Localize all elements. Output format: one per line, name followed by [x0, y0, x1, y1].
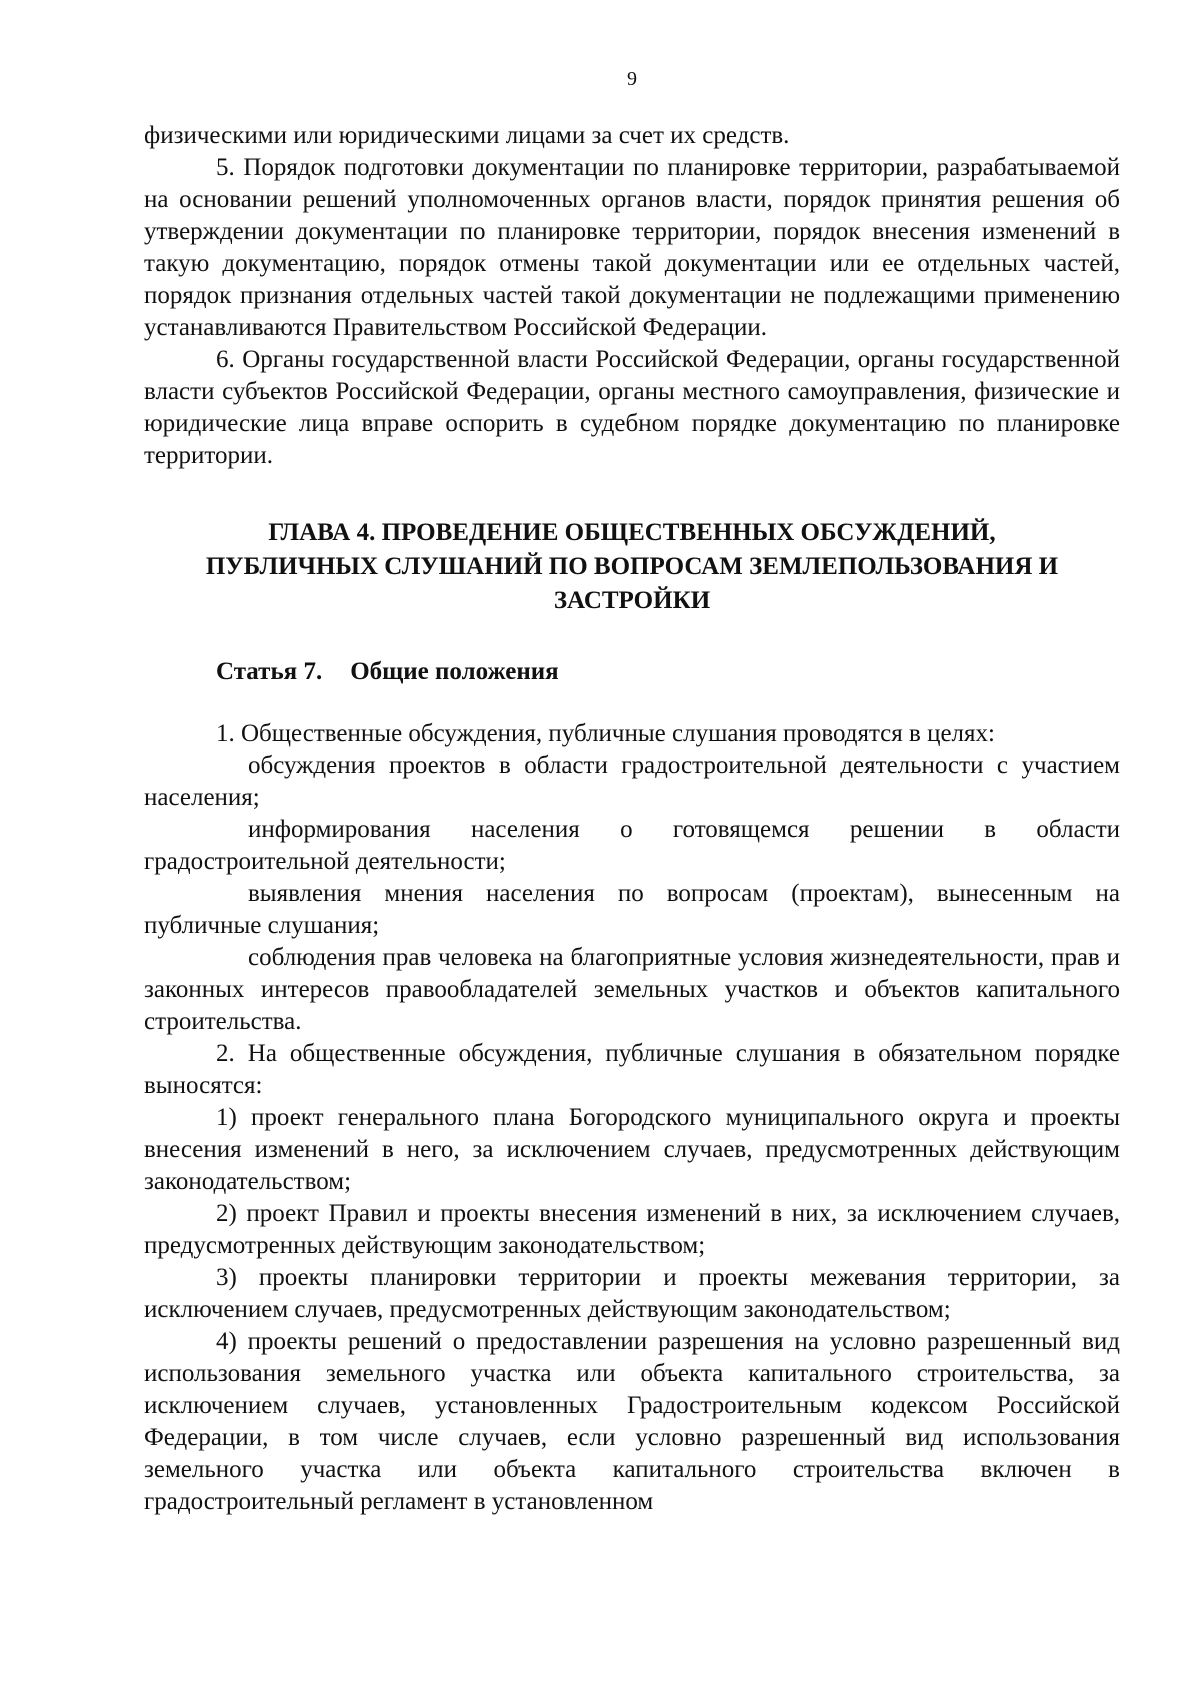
page-number: 9 [627, 68, 637, 90]
article-heading [216, 656, 1120, 688]
paragraph-item-5: 5. Порядок подготовки документации по планировке территории, разрабатываемой на основании решений уполномоченных органов власти, порядок принятия решения об утверждении документации по планировке территории, порядок внесения изменений в такую документацию, порядок отмены такой документации или ее отдельных частей, порядок признания отдельных частей такой документации не подлежащими применению устанавливаются Правительством Российской Федерации. [144, 154, 1120, 341]
paragraph-purpose-rights: соблюдения прав человека на благоприятные условия жизнедеятельности, прав и законных интересов правообладателей земельных участков и объектов капитального строительства. [144, 944, 1120, 1035]
paragraph-subitem-2: 2) проект Правил и проекты внесения изменений в них, за исключением случаев, предусмотренных действующим законодательством; [144, 1200, 1120, 1259]
article-number: Статья 7. [216, 658, 323, 685]
paragraph-subitem-3: 3) проекты планировки территории и проекты межевания территории, за исключением случаев, предусмотренных действующим законодательством; [144, 1264, 1120, 1323]
chapter-heading-line-2: ПУБЛИЧНЫХ СЛУШАНИЙ ПО ВОПРОСАМ ЗЕМЛЕПОЛЬЗОВАНИЯ И [205, 553, 1059, 580]
chapter-heading-line-3: ЗАСТРОЙКИ [553, 587, 711, 614]
paragraph-continuation: физическими или юридическими лицами за счет их средств. [144, 122, 790, 149]
paragraph-purpose-discussion: обсуждения проектов в области градостроительной деятельности с участием населения; [144, 752, 1120, 811]
paragraph-article-item-1: 1. Общественные обсуждения, публичные слушания проводятся в целях: [216, 720, 995, 747]
paragraph-subitem-4: 4) проекты решений о предоставлении разрешения на условно разрешенный вид использования земельного участка или объекта капитального строительства, за исключением случаев, установленных Градостроительным кодексом Российской Федерации, в том числе случаев, если условно разрешенный вид использования земельного участка или объекта капитального строительства включен в градостроительный регламент в установленном [144, 1328, 1120, 1515]
paragraph-item-6: 6. Органы государственной власти Российской Федерации, органы государственной власти субъектов Российской Федерации, органы местного самоуправления, физические и юридические лица вправе оспорить в судебном порядке документацию по планировке территории. [144, 346, 1120, 469]
paragraph-purpose-informing: информирования населения о готовящемся решении в области градостроительной деятельности; [144, 816, 1120, 875]
paragraph-purpose-opinion: выявления мнения населения по вопросам (проектам), вынесенным на публичные слушания; [144, 880, 1120, 939]
paragraph-subitem-1: 1) проект генерального плана Богородского муниципального округа и проекты внесения изменений в него, за исключением случаев, предусмотренных действующим законодательством; [144, 1104, 1120, 1195]
article-title: Общие положения [350, 658, 559, 685]
chapter-heading [144, 516, 1120, 618]
paragraph-article-item-2: 2. На общественные обсуждения, публичные слушания в обязательном порядке выносятся: [144, 1040, 1120, 1099]
chapter-heading-line-1: ГЛАВА 4. ПРОВЕДЕНИЕ ОБЩЕСТВЕННЫХ ОБСУЖДЕНИЙ, [268, 519, 996, 546]
